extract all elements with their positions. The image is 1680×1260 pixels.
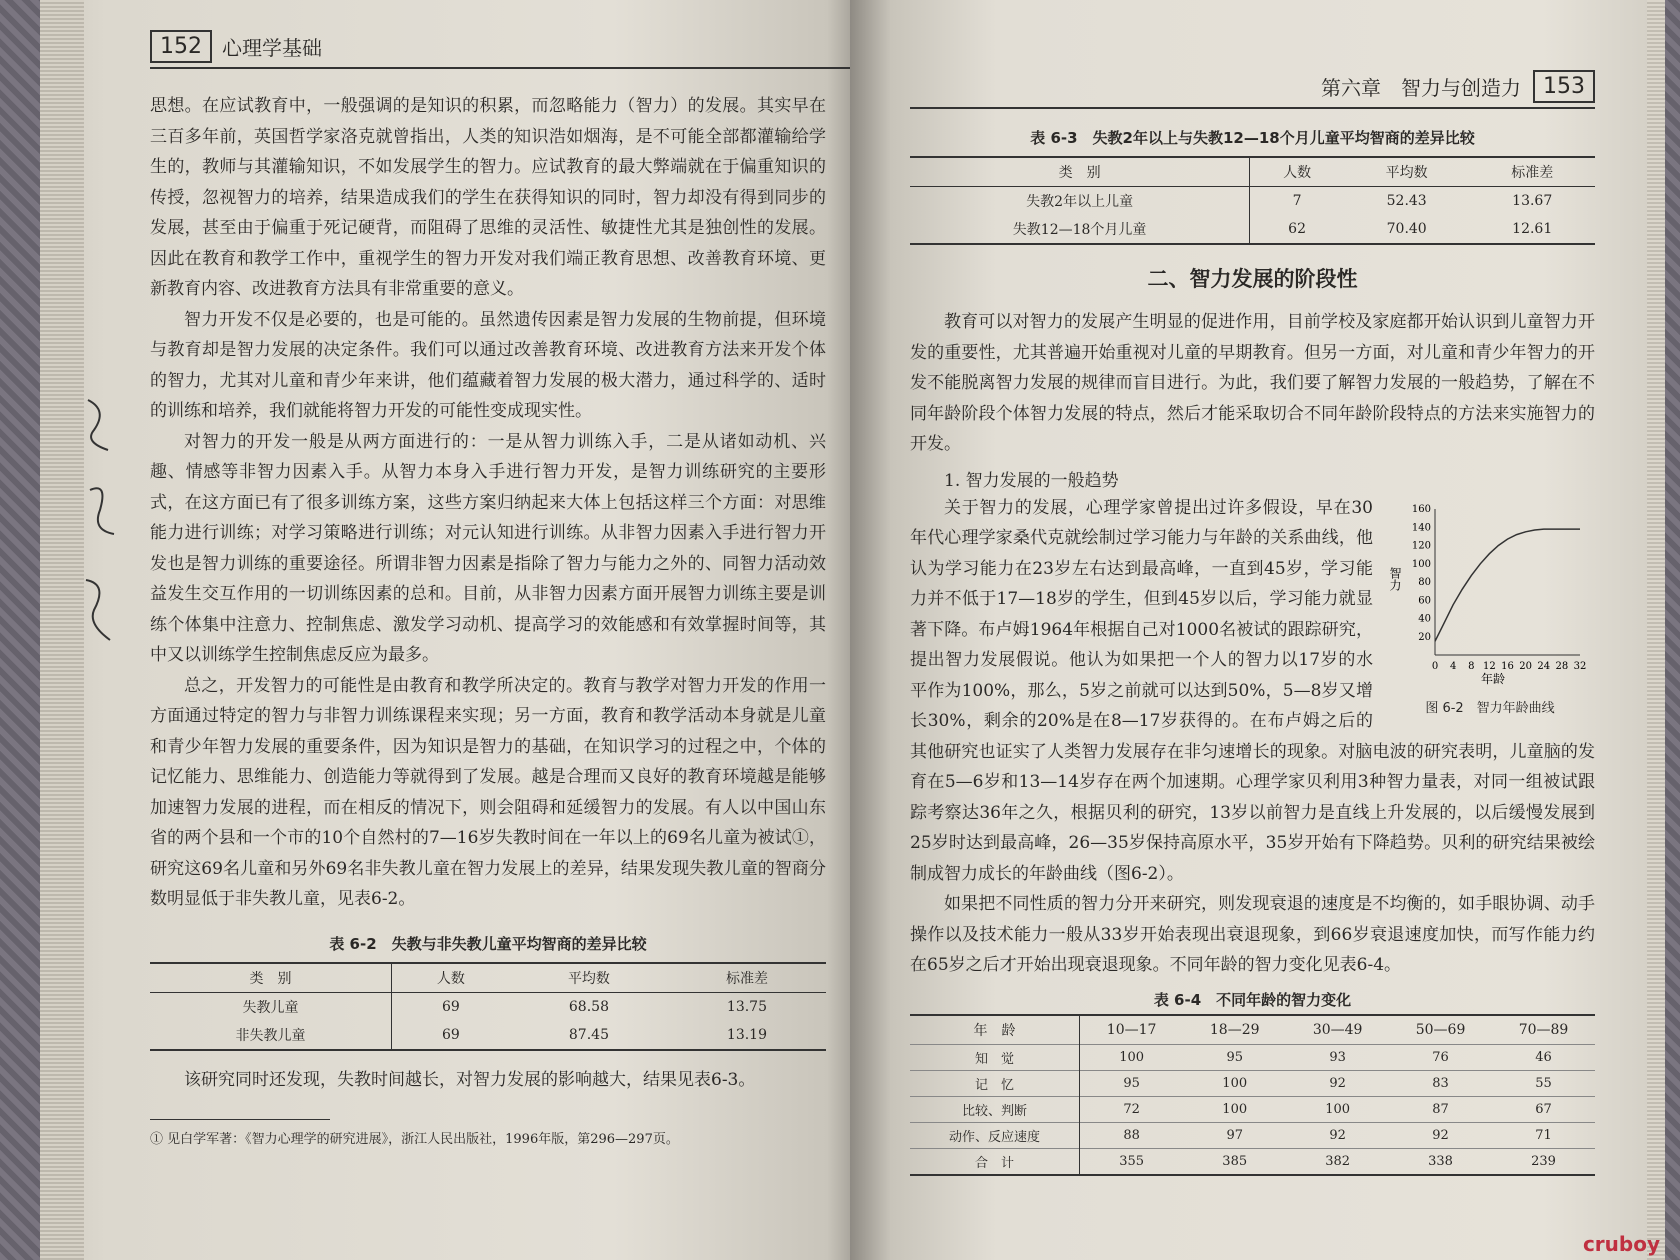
right-page-number: 153: [1533, 70, 1595, 103]
table-cell: 合 计: [910, 1148, 1080, 1175]
left-after-table-text: 该研究同时还发现，失教时间越长，对智力发展的影响越大，结果见表6-3。: [184, 1069, 756, 1090]
table-cell: 338: [1428, 1153, 1453, 1169]
table-header: 平均数: [1385, 165, 1428, 181]
table-row: [910, 215, 1595, 244]
chart-x-label: 年龄: [1480, 671, 1506, 686]
y-tick-label: 80: [1418, 576, 1431, 588]
y-tick-label: 160: [1411, 503, 1431, 515]
table-cell: 95: [1123, 1075, 1140, 1091]
y-tick-label: 40: [1418, 613, 1431, 624]
table-row: [910, 1096, 1595, 1122]
table-cell: 13.75: [726, 998, 768, 1015]
x-tick-label: 4: [1449, 660, 1457, 672]
right-running-head: [910, 70, 1595, 109]
section-title: 二、智力发展的阶段性: [1147, 267, 1358, 291]
x-tick-label: 32: [1573, 660, 1587, 672]
table-cell: 97: [1226, 1127, 1243, 1143]
decline-paragraph: 如果把不同性质的智力分开来研究，则发现衰退的速度是不均衡的，如手眼协调、动手操作以及技术能力一般从33岁开始表现出衰退现象，到66岁衰退速度加快，而写作能力约在65岁之后才开始出现衰退现象。不同年龄的智力变化见表6-4。: [910, 894, 1595, 975]
table-6-2-caption: 表 6-2 失教与非失教儿童平均智商的差异比较: [329, 934, 647, 953]
page-stack-edge: [1647, 0, 1665, 1260]
x-tick-label: 28: [1555, 660, 1569, 672]
x-tick-label: 0: [1431, 660, 1439, 672]
y-tick-label: 100: [1411, 558, 1431, 570]
table-header: 10—17: [1106, 1021, 1157, 1038]
y-tick-label: 60: [1418, 594, 1431, 606]
table-row: [910, 187, 1595, 216]
table-cell: 知 觉: [910, 1044, 1080, 1070]
y-tick-label: 120: [1411, 540, 1431, 551]
open-book: [10, 0, 1670, 1260]
table-cell: 72: [1123, 1101, 1140, 1117]
table-header: 平均数: [567, 970, 610, 987]
table-header: 类 别: [910, 157, 1250, 187]
table-cell: 87: [1432, 1101, 1449, 1117]
left-running-head: [150, 30, 850, 69]
table-header: 30—49: [1312, 1021, 1363, 1038]
table-cell: 69: [442, 1026, 460, 1043]
table-header: 50—69: [1415, 1021, 1466, 1038]
table-cell: 71: [1535, 1127, 1552, 1143]
table-cell: 92: [1432, 1127, 1449, 1143]
table-cell: 100: [1325, 1101, 1351, 1117]
table-cell: 非失教儿童: [150, 1021, 391, 1050]
page-stack-edge: [40, 0, 84, 1260]
footnote: ① 见白学军著：《智力心理学的研究进展》，浙江人民出版社，1996年版，第296—297页。: [150, 1132, 679, 1147]
footnote-rule: [150, 1119, 330, 1120]
table-cell: 239: [1531, 1153, 1556, 1169]
table-cell: 95: [1226, 1049, 1243, 1065]
table-cell: 100: [1119, 1049, 1145, 1065]
x-tick-label: 20: [1519, 660, 1532, 672]
table-cell: 46: [1535, 1049, 1552, 1065]
table-cell: 100: [1222, 1075, 1248, 1091]
x-tick-label: 24: [1537, 660, 1551, 672]
watermark: cruboy: [1582, 1232, 1660, 1256]
table-header: 类 别: [150, 963, 391, 993]
table-cell: 7: [1292, 193, 1302, 209]
table-cell: 比较、判断: [910, 1096, 1080, 1122]
table-header: 70—89: [1518, 1021, 1569, 1038]
trend-block: [910, 493, 1595, 890]
table-row: [910, 1122, 1595, 1148]
left-paragraph-1: 思想。在应试教育中，一般强调的是知识的积累，而忽略能力（智力）的发展。其实早在三百多年前，英国哲学家洛克就曾指出，人类的知识浩如烟海，是不可能全部都灌输给学生的，教师与其灌输知识，不如发展学生的智力。应试教育的最大弊端就在于偏重知识的传授，忽视智力的培养，结果造成我们的学生在获得知识的同时，智力却没有得到同步的发展，甚至由于偏重于死记硬背，而阻碍了思维的灵活性、敏捷性尤其是独创性的发展。因此在教育和教学工作中，重视学生的智力开发对我们端正教育思想、改善教育环境、更新教育内容、改进教育方法具有非常重要的意义。: [150, 96, 826, 299]
table-cell: 382: [1325, 1153, 1351, 1169]
left-running-title: 心理学基础: [222, 36, 322, 60]
table-6-4-caption: 表 6-4 不同年龄的智力变化: [1153, 990, 1352, 1009]
table-cell: 记 忆: [910, 1070, 1080, 1096]
table-cell: 355: [1119, 1153, 1145, 1169]
table-cell: 失教2年以上儿童: [910, 187, 1250, 216]
intro-paragraph: 教育可以对智力的发展产生明显的促进作用，目前学校及家庭都开始认识到儿童智力开发的重要性，尤其普遍开始重视对儿童的早期教育。但另一方面，对儿童和青少年智力的开发不能脱离智力发展的规律而盲目进行。为此，我们要了解智力发展的一般趋势，了解在不同年龄阶段个体智力发展的特点，然后才能采取切合不同年龄阶段特点的方法来实施智力的开发。: [910, 312, 1595, 454]
chapter-header: 第六章 智力与创造力: [1321, 76, 1521, 100]
table-cell: 100: [1222, 1101, 1248, 1117]
table-cell: 76: [1432, 1049, 1449, 1065]
table-cell: 13.67: [1512, 193, 1553, 209]
table-row: [150, 1021, 826, 1050]
figure-6-2: [1385, 497, 1595, 716]
table-header: 年 龄: [910, 1015, 1080, 1045]
table-header: 人数: [1283, 165, 1312, 181]
table-6-4: [910, 1014, 1595, 1176]
table-cell: 动作、反应速度: [910, 1122, 1080, 1148]
y-tick-label: 20: [1418, 631, 1431, 643]
x-tick-label: 12: [1483, 660, 1496, 672]
table-cell: 失教12—18个月儿童: [910, 215, 1250, 244]
table-header: 标准差: [725, 970, 768, 987]
table-cell: 52.43: [1386, 193, 1427, 209]
table-header: 18—29: [1209, 1021, 1260, 1038]
left-paragraph-3: 对智力的开发一般是从两方面进行的：一是从智力训练入手，二是从诸如动机、兴趣、情感等非智力因素入手。从智力本身入手进行智力开发，是智力训练研究的主要形式，在这方面已有了很多训练方案，这些方案归纳起来大体上包括这样三个方面：对思维能力进行训练；对学习策略进行训练；对元认知进行训练。从非智力因素入手进行智力开发也是智力训练的重要途径。所谓非智力因素是指除了智力与能力之外的、同智力活动效益发生交互作用的一切训练因素的总和。目前，从非智力因素方面开展智力训练主要是训练个体集中注意力、控制焦虑、激发学习动机、提高学习的效能感和有效掌握时间等，其中又以训练学生控制焦虑反应为最多。: [150, 431, 826, 665]
table-6-3-caption: 表 6-3 失教2年以上与失教12—18个月儿童平均智商的差异比较: [1030, 129, 1475, 147]
table-row: [910, 1044, 1595, 1070]
table-cell: 13.19: [726, 1026, 768, 1043]
table-row: [150, 992, 826, 1021]
table-cell: 62: [1288, 221, 1306, 237]
table-6-2: [150, 962, 826, 1051]
table-header: 标准差: [1511, 165, 1554, 181]
table-cell: 67: [1535, 1101, 1552, 1117]
table-cell: 失教儿童: [150, 992, 391, 1021]
left-page-number: 152: [150, 30, 212, 63]
chart-y-label: 智力: [1388, 566, 1402, 591]
x-tick-label: 8: [1468, 660, 1475, 672]
left-paragraph-2: 智力开发不仅是必要的，也是可能的。虽然遗传因素是智力发展的生物前提，但环境与教育却是智力发展的决定条件。我们可以通过改善教育环境、改进教育方法来开发个体的智力，尤其对儿童和青少年来讲，他们蕴藏着智力发展的极大潜力，通过科学的、适时的训练和培养，我们就能将智力开发的可能性变成现实性。: [150, 309, 826, 421]
left-paragraph-4: 总之，开发智力的可能性是由教育和教学所决定的。教育与教学对智力开发的作用一方面通过特定的智力与非智力训练课程来实现；另一方面，教育和教学活动本身就是儿童和青少年智力发展的重要条件，因为知识是智力的基础，在知识学习的过程之中，个体的记忆能力、思维能力、创造能力等就得到了发展。越是合理而又良好的教育环境越是能够加速智力发展的进程，而在相反的情况下，则会阻碍和延缓智力的发展。有人以中国山东省的两个县和一个市的10个自然村的7—16岁失教时间在一年以上的69名儿童为被试①，研究这69名儿童和另外69名非失教儿童在智力发展上的差异，结果发现失教儿童的智商分数明显低于非失教儿童，见表6-2。: [150, 675, 826, 909]
figure-caption: 图 6-2 智力年龄曲线: [1425, 700, 1555, 716]
table-cell: 68.58: [568, 998, 609, 1015]
handwritten-margin-mark: [80, 390, 120, 660]
table-header: 人数: [436, 970, 465, 987]
table-cell: 88: [1123, 1127, 1140, 1143]
age-intelligence-chart: [1385, 497, 1595, 687]
table-cell: 12.61: [1512, 221, 1553, 237]
table-cell: 92: [1329, 1075, 1346, 1091]
table-cell: 87.45: [568, 1026, 609, 1043]
y-tick-label: 140: [1411, 521, 1431, 533]
table-cell: 92: [1329, 1127, 1346, 1143]
table-6-3: [910, 156, 1595, 245]
subsection-title: 1. 智力发展的一般趋势: [944, 470, 1119, 491]
right-page: [850, 0, 1665, 1260]
table-cell: 93: [1329, 1049, 1346, 1065]
x-tick-label: 16: [1501, 660, 1514, 672]
table-row: [910, 1070, 1595, 1096]
intelligence-curve: [1435, 529, 1580, 641]
table-cell: 70.40: [1386, 221, 1427, 237]
table-row: [910, 1148, 1595, 1175]
table-cell: 385: [1222, 1153, 1248, 1169]
table-cell: 69: [442, 998, 460, 1015]
table-cell: 55: [1535, 1075, 1552, 1091]
left-page: [40, 0, 860, 1260]
table-cell: 83: [1432, 1075, 1449, 1091]
trend-paragraph: 关于智力的发展，心理学家曾提出过许多假设，早在30年代心理学家桑代克就绘制过学习能力与年龄的关系曲线，他认为学习能力在23岁左右达到最高峰，一直到45岁，学习能力并不低于17—18岁的学生，但到45岁以后，学习能力就显著下降。布卢姆1964年根据自己对1000名被试的跟踪研究，提出智力发展假说。他认为如果把一个人的智力以17岁的水平作为100%，那么，5岁之前就可以达到50%，5—8岁又增长30%，剩余的20%是在8—17岁获得的。在布卢姆之后的其他研究也证实了人类智力发展存在非匀速增长的现象。对脑电波的研究表明，儿童脑的发育在5—6岁和13—14岁存在两个加速期。心理学家贝利用3种智力量表，对同一组被试跟踪考察达36年之久，根据贝利的研究，13岁以前智力是直线上升发展的，以后缓慢发展到25岁时达到最高峰，26—35岁保持高原水平，35岁开始有下降趋势。贝利的研究结果被绘制成智力成长的年龄曲线（图6-2）。: [910, 497, 1595, 884]
